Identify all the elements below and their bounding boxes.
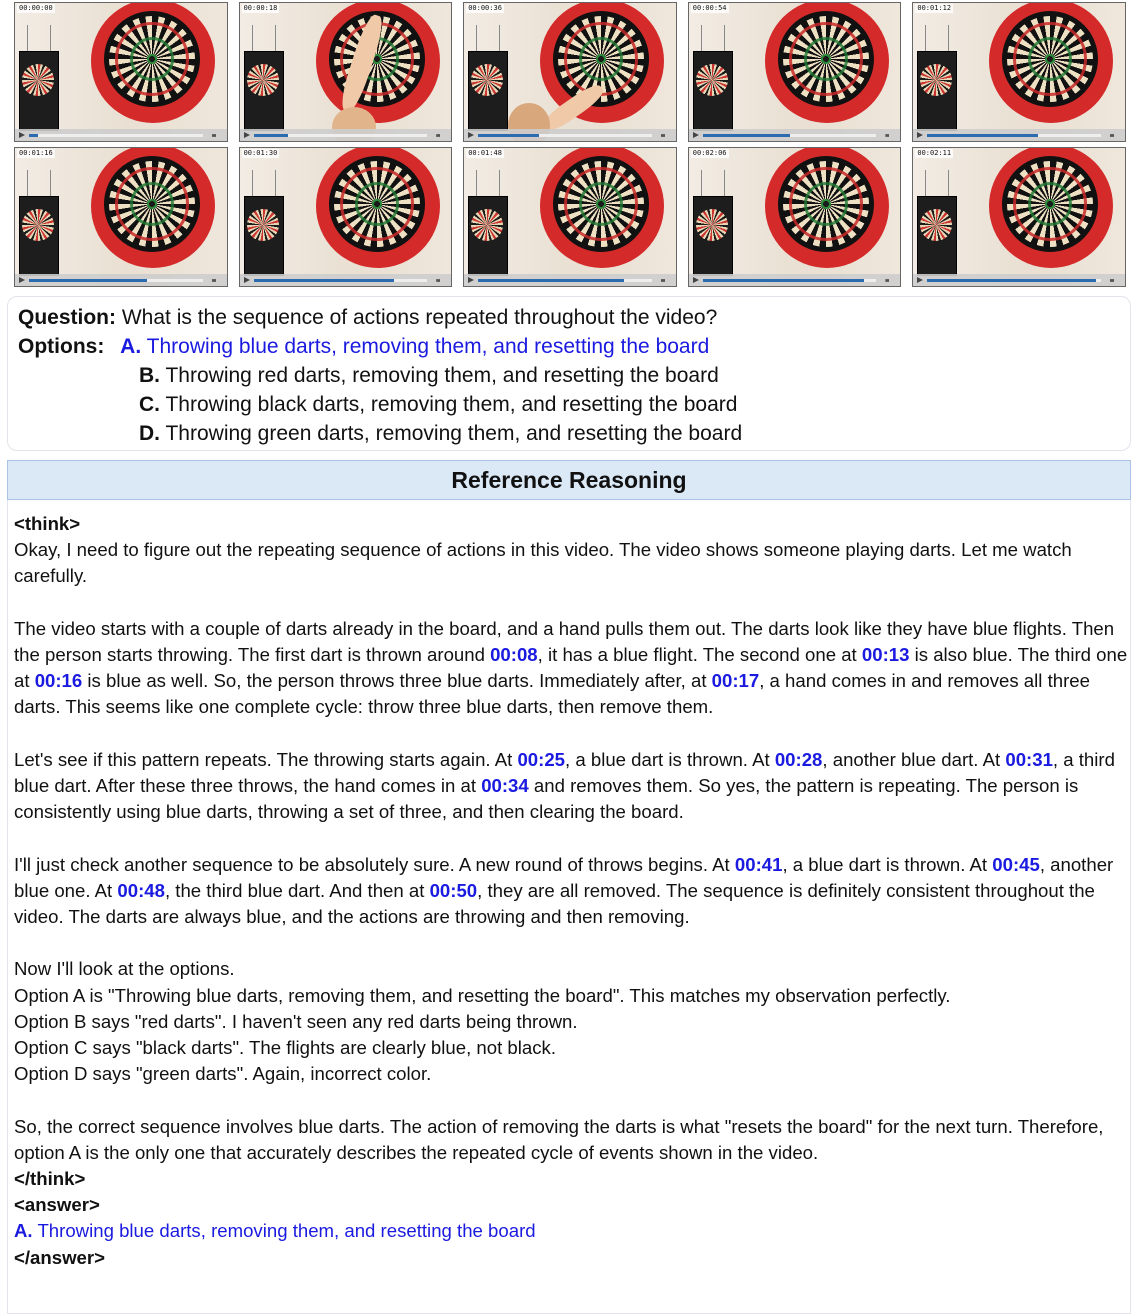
dartboard-cabinet	[19, 51, 59, 131]
player-controls	[15, 274, 227, 286]
option-letter: B.	[139, 364, 160, 387]
play-icon	[19, 277, 25, 283]
dartboard-cabinet	[244, 51, 284, 131]
play-icon	[693, 277, 699, 283]
text-run: The video starts with a couple of darts already in the board, and a hand pulls them out. The darts look like they have blue flights. Then the person starts throwing. The first dart is thrown around	[14, 617, 1115, 665]
dartboard-cabinet	[468, 51, 508, 131]
options-review-line: Option A is "Throwing blue darts, removing them, and resetting the board". This matches my observation perfectly.	[14, 984, 951, 1006]
timestamp-highlight: 00:45	[992, 853, 1040, 875]
progress-bar	[478, 279, 652, 282]
question-label: Question:	[18, 306, 116, 329]
timestamp-highlight: 00:50	[429, 879, 478, 901]
frame-timestamp: 00:01:48	[468, 149, 502, 157]
player-controls	[464, 274, 676, 286]
option-c	[139, 392, 737, 418]
volume-icon	[661, 132, 671, 139]
player-controls	[913, 274, 1125, 286]
timestamp-highlight: 00:34	[481, 775, 529, 796]
option-text: Throwing green darts, removing them, and resetting the board	[165, 422, 743, 445]
progress-bar	[254, 279, 428, 282]
volume-icon	[212, 277, 222, 284]
player-controls	[240, 274, 452, 286]
frame-timestamp: 00:01:12	[917, 4, 952, 12]
answer-text: Throwing blue darts, removing them, and resetting the board	[37, 1220, 536, 1242]
think-open-tag: <think>	[14, 513, 81, 534]
timestamp-highlight: 00:16	[34, 670, 83, 692]
volume-icon	[436, 277, 446, 284]
text-run: , another blue dart. At	[822, 748, 1006, 770]
dartboard-cabinet	[468, 196, 508, 276]
progress-bar	[29, 279, 203, 282]
option-letter: D.	[139, 422, 160, 445]
player-controls	[240, 129, 452, 141]
timestamp-highlight: 00:28	[774, 748, 823, 770]
text-run: , another blue one. At	[14, 853, 1114, 901]
final-answer	[14, 1218, 1128, 1244]
options-review-line: Option D says "green darts". Again, incorrect color.	[14, 1063, 432, 1085]
video-frame-thumbnail	[239, 147, 453, 287]
option-a	[18, 334, 709, 360]
text-run: , a blue dart is thrown. At	[565, 748, 775, 770]
timestamp-highlight: 00:48	[117, 879, 165, 901]
play-icon	[244, 277, 250, 283]
reference-reasoning-title: Reference Reasoning	[7, 460, 1131, 500]
play-icon	[917, 132, 923, 138]
progress-bar	[478, 134, 652, 137]
option-letter: C.	[139, 393, 160, 416]
question-panel	[7, 296, 1131, 451]
video-frame-thumbnail	[239, 2, 453, 142]
text-run: is blue as well. So, the person throws three blue darts. Immediately after, at	[82, 670, 712, 692]
text-run: , a blue dart is thrown. At	[782, 853, 993, 875]
dartboard-cabinet	[19, 196, 59, 276]
timestamp-highlight: 00:08	[490, 644, 538, 665]
player-controls	[689, 129, 901, 141]
video-frame-thumbnail	[912, 147, 1126, 287]
frame-timestamp: 00:00:18	[243, 4, 278, 12]
option-b	[139, 363, 719, 389]
dartboard-cabinet	[693, 51, 733, 131]
text-run: Let's see if this pattern repeats. The throwing starts again. At	[14, 748, 518, 770]
text-run: is also blue. The third one at	[14, 644, 1128, 692]
play-icon	[468, 132, 474, 138]
play-icon	[244, 132, 250, 138]
reasoning-text	[14, 511, 1128, 1271]
volume-icon	[436, 132, 446, 139]
option-letter: A.	[120, 335, 142, 358]
video-frame-thumbnail	[14, 2, 228, 142]
progress-bar	[927, 279, 1101, 282]
dartboard-cabinet	[244, 196, 284, 276]
reasoning-paragraph-intro: Okay, I need to figure out the repeating sequence of actions in this video. The video shows someone playing darts. Let me watch carefully.	[14, 539, 1072, 587]
text-run: , a third blue dart. After these three throws, the hand comes in at	[14, 748, 1115, 796]
text-run: , a hand comes in and removes all three darts. This seems like one complete cycle: throw three blue darts, then remove them.	[14, 670, 1090, 718]
video-frame-thumbnail	[688, 147, 902, 287]
player-controls	[15, 129, 227, 141]
player-controls	[913, 129, 1125, 141]
frame-timestamp: 00:01:30	[243, 149, 278, 157]
frame-timestamp: 00:02:06	[692, 149, 727, 157]
progress-bar	[703, 134, 877, 137]
video-frame-thumbnail	[912, 2, 1126, 142]
video-frame-thumbnail	[463, 147, 677, 287]
reasoning-paragraph-cycle-2	[14, 747, 1128, 826]
volume-icon	[1110, 277, 1120, 284]
frame-row	[14, 2, 1126, 142]
answer-letter: A.	[14, 1220, 33, 1242]
volume-icon	[661, 277, 671, 284]
text-run: , they are all removed. The sequence is definitely consistent throughout the video. The darts are always blue, and the actions are throwing and then removing.	[14, 879, 1095, 927]
volume-icon	[885, 132, 895, 139]
frame-timestamp: 00:00:36	[468, 4, 502, 12]
question-text: What is the sequence of actions repeated throughout the video?	[121, 306, 718, 329]
options-review-line: Option C says "black darts". The flights are clearly blue, not black.	[14, 1037, 556, 1058]
timestamp-highlight: 00:17	[711, 670, 760, 692]
option-d	[139, 421, 742, 447]
text-run: and removes them. So yes, the pattern is repeating. The person is consistently using blue darts, throwing a set of three, and then clearing the board.	[14, 775, 1079, 823]
frame-row	[14, 147, 1126, 287]
volume-icon	[885, 277, 895, 284]
reasoning-paragraph-cycle-1	[14, 616, 1128, 721]
video-frame-thumbnail	[688, 2, 902, 142]
option-text: Throwing blue darts, removing them, and resetting the board	[146, 335, 710, 358]
progress-bar	[254, 134, 428, 137]
frame-timestamp: 00:02:11	[917, 149, 952, 157]
timestamp-highlight: 00:13	[861, 644, 910, 665]
frame-timestamp: 00:00:00	[19, 4, 53, 12]
video-frame-grid	[14, 2, 1126, 292]
play-icon	[19, 132, 25, 138]
video-frame-thumbnail	[463, 2, 677, 142]
options-label: Options:	[18, 335, 105, 358]
option-text: Throwing black darts, removing them, and resetting the board	[165, 393, 738, 416]
answer-close-tag: </answer>	[14, 1246, 105, 1268]
video-frame-thumbnail	[14, 147, 228, 287]
progress-bar	[29, 134, 203, 137]
timestamp-highlight: 00:25	[517, 748, 566, 770]
text-run: , it has a blue flight. The second one at	[537, 644, 862, 665]
dartboard-cabinet	[917, 51, 957, 131]
options-review-line: Now I'll look at the options.	[14, 958, 235, 980]
volume-icon	[1110, 132, 1120, 139]
play-icon	[468, 277, 474, 283]
dartboard-cabinet	[693, 196, 733, 276]
think-close-tag: </think>	[14, 1168, 86, 1189]
play-icon	[693, 132, 699, 138]
answer-open-tag: <answer>	[14, 1194, 100, 1216]
text-run: , the third blue dart. And then at	[164, 879, 430, 901]
reasoning-paragraph-cycle-3	[14, 852, 1128, 931]
text-run: I'll just check another sequence to be absolutely sure. A new round of throws begins. At	[14, 853, 735, 875]
player-controls	[464, 129, 676, 141]
option-text: Throwing red darts, removing them, and resetting the board	[165, 364, 719, 387]
reference-reasoning-panel	[7, 500, 1131, 1314]
volume-icon	[212, 132, 222, 139]
timestamp-highlight: 00:41	[734, 853, 783, 875]
progress-bar	[927, 134, 1101, 137]
reasoning-conclusion: So, the correct sequence involves blue darts. The action of removing the darts is what "resets the board" for the next turn. Therefore, option A is the only one that accurately describes the repeated cycle of events shown in the video.	[14, 1115, 1104, 1163]
frame-timestamp: 00:01:16	[19, 149, 53, 157]
frame-timestamp: 00:00:54	[692, 4, 727, 12]
dartboard-cabinet	[917, 196, 957, 276]
play-icon	[917, 277, 923, 283]
progress-bar	[703, 279, 877, 282]
options-review-line: Option B says "red darts". I haven't seen any red darts being thrown.	[14, 1010, 578, 1032]
question-line	[18, 305, 717, 331]
timestamp-highlight: 00:31	[1005, 748, 1053, 770]
player-controls	[689, 274, 901, 286]
